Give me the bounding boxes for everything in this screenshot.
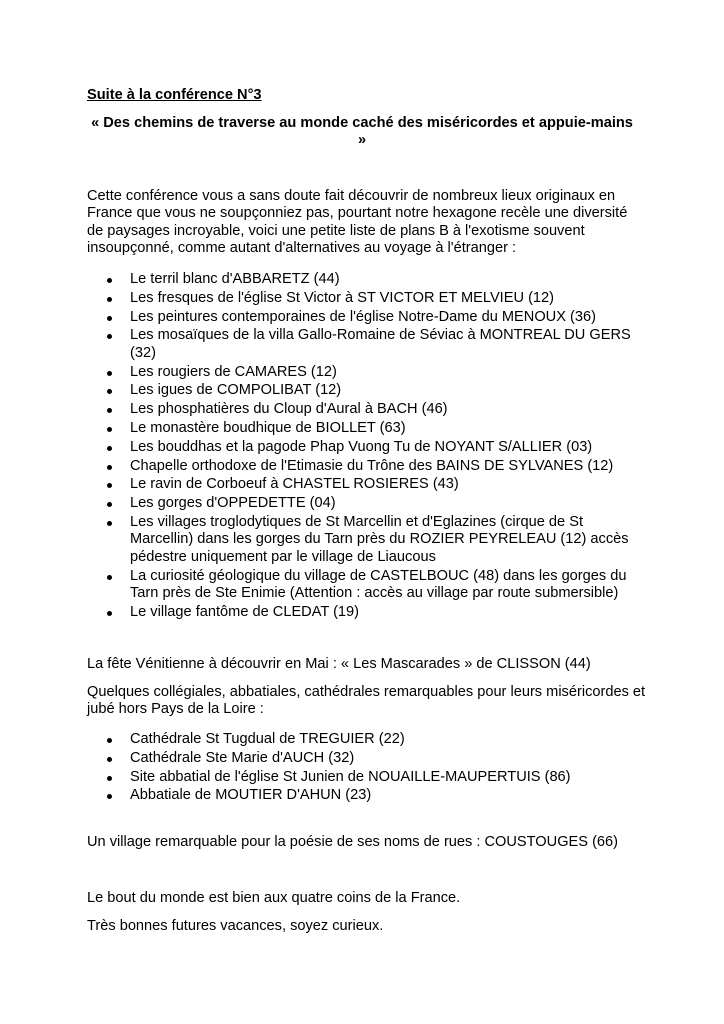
list-item [87,290,647,307]
bullet-icon [107,794,112,799]
list-item-text: Les gorges d'OPPEDETTE (04) [130,495,336,512]
bullet-icon [107,757,112,762]
intro-paragraph: Cette conférence vous a sans doute fait découvrir de nombreux lieux originaux en France que vous ne soupçonniez pas, pourtant notre hexagone recèle une diversité de paysages incroyable, voici une petite liste de plans B à l'exotisme souvent insoupçonné, comme autant d'alternatives au voyage à l'étranger : [87,188,628,257]
list-item [87,731,647,748]
fete-paragraph: La fête Vénitienne à découvrir en Mai : « Les Mascarades » de CLISSON (44) [87,656,591,672]
list-item [87,568,647,603]
closing-line-2: Très bonnes futures vacances, soyez curieux. [87,918,384,934]
bullet-icon [107,575,112,580]
bullet-icon [107,738,112,743]
bullet-icon [107,278,112,283]
list-item-text: Le monastère boudhique de BIOLLET (63) [130,419,406,436]
bullet-icon [107,446,112,451]
list-item [87,458,647,475]
bullet-icon [107,389,112,394]
list-item-text: Les peintures contemporaines de l'église Notre-Dame du MENOUX (36) [130,308,596,325]
list-item [87,439,647,456]
document-heading: Suite à la conférence N°3 [87,87,262,103]
list-item-text: Abbatiale de MOUTIER D'AHUN (23) [130,787,372,804]
list-item-text: Le village fantôme de CLEDAT (19) [130,603,360,620]
list-item [87,327,647,362]
churches-list [87,731,647,806]
village-paragraph: Un village remarquable pour la poésie de ses noms de rues : COUSTOUGES (66) [87,834,619,850]
collegiales-paragraph: Quelques collégiales, abbatiales, cathédrales remarquables pour leurs miséricordes et jubé hors Pays de la Loire : [87,684,646,718]
list-item-text: Chapelle orthodoxe de l'Etimasie du Trône des BAINS DE SYLVANES (12) [130,457,614,474]
list-item [87,514,647,566]
bullet-icon [107,408,112,413]
list-item-text: La curiosité géologique du village de CASTELBOUC (48) dans les gorges du Tarn près de Ste Enimie (Attention : accès au village par route submersible) [130,567,627,601]
bullet-icon [107,465,112,470]
list-item-text: Les fresques de l'église St Victor à ST VICTOR ET MELVIEU (12) [130,289,555,306]
list-item [87,309,647,326]
list-item [87,769,647,786]
bullet-icon [107,334,112,339]
list-item [87,787,647,804]
bullet-icon [107,611,112,616]
list-item-text: Les igues de COMPOLIBAT (12) [130,382,342,399]
list-item-text: Le ravin de Corboeuf à CHASTEL ROSIERES (43) [130,476,459,493]
list-item-text: Les phosphatières du Cloup d'Aural à BACH (46) [130,401,448,418]
list-item [87,364,647,381]
list-item-text: Le terril blanc d'ABBARETZ (44) [130,271,340,287]
list-item [87,271,647,288]
list-item [87,750,647,767]
list-item [87,401,647,418]
list-item [87,420,647,437]
conference-title: « Des chemins de traverse au monde caché des miséricordes et appuie-mains » [91,115,633,149]
list-item-text: Les bouddhas et la pagode Phap Vuong Tu de NOYANT S/ALLIER (03) [130,438,593,455]
list-item-text: Site abbatial de l'église St Junien de NOUAILLE-MAUPERTUIS (86) [130,768,571,785]
list-item-text: Les villages troglodytiques de St Marcellin et d'Eglazines (cirque de St Marcellin) dans les gorges du Tarn près du ROZIER PEYRELEAU (12) accès pédestre uniquement par le village de Liaucous [130,513,629,565]
list-item [87,604,647,621]
bullet-icon [107,521,112,526]
closing-line-1: Le bout du monde est bien aux quatre coins de la France. [87,890,461,906]
list-item-text: Cathédrale Ste Marie d'AUCH (32) [130,749,355,766]
bullet-icon [107,502,112,507]
list-item-text: Les mosaïques de la villa Gallo-Romaine de Séviac à MONTREAL DU GERS (32) [130,327,631,361]
list-item-text: Cathédrale St Tugdual de TREGUIER (22) [130,731,405,747]
list-item-text: Les rougiers de CAMARES (12) [130,363,337,380]
bullet-icon [107,297,112,302]
bullet-icon [107,776,112,781]
bullet-icon [107,316,112,321]
bullet-icon [107,371,112,376]
bullet-icon [107,427,112,432]
bullet-icon [107,483,112,488]
list-item [87,382,647,399]
places-list [87,271,647,623]
list-item [87,495,647,512]
list-item [87,476,647,493]
